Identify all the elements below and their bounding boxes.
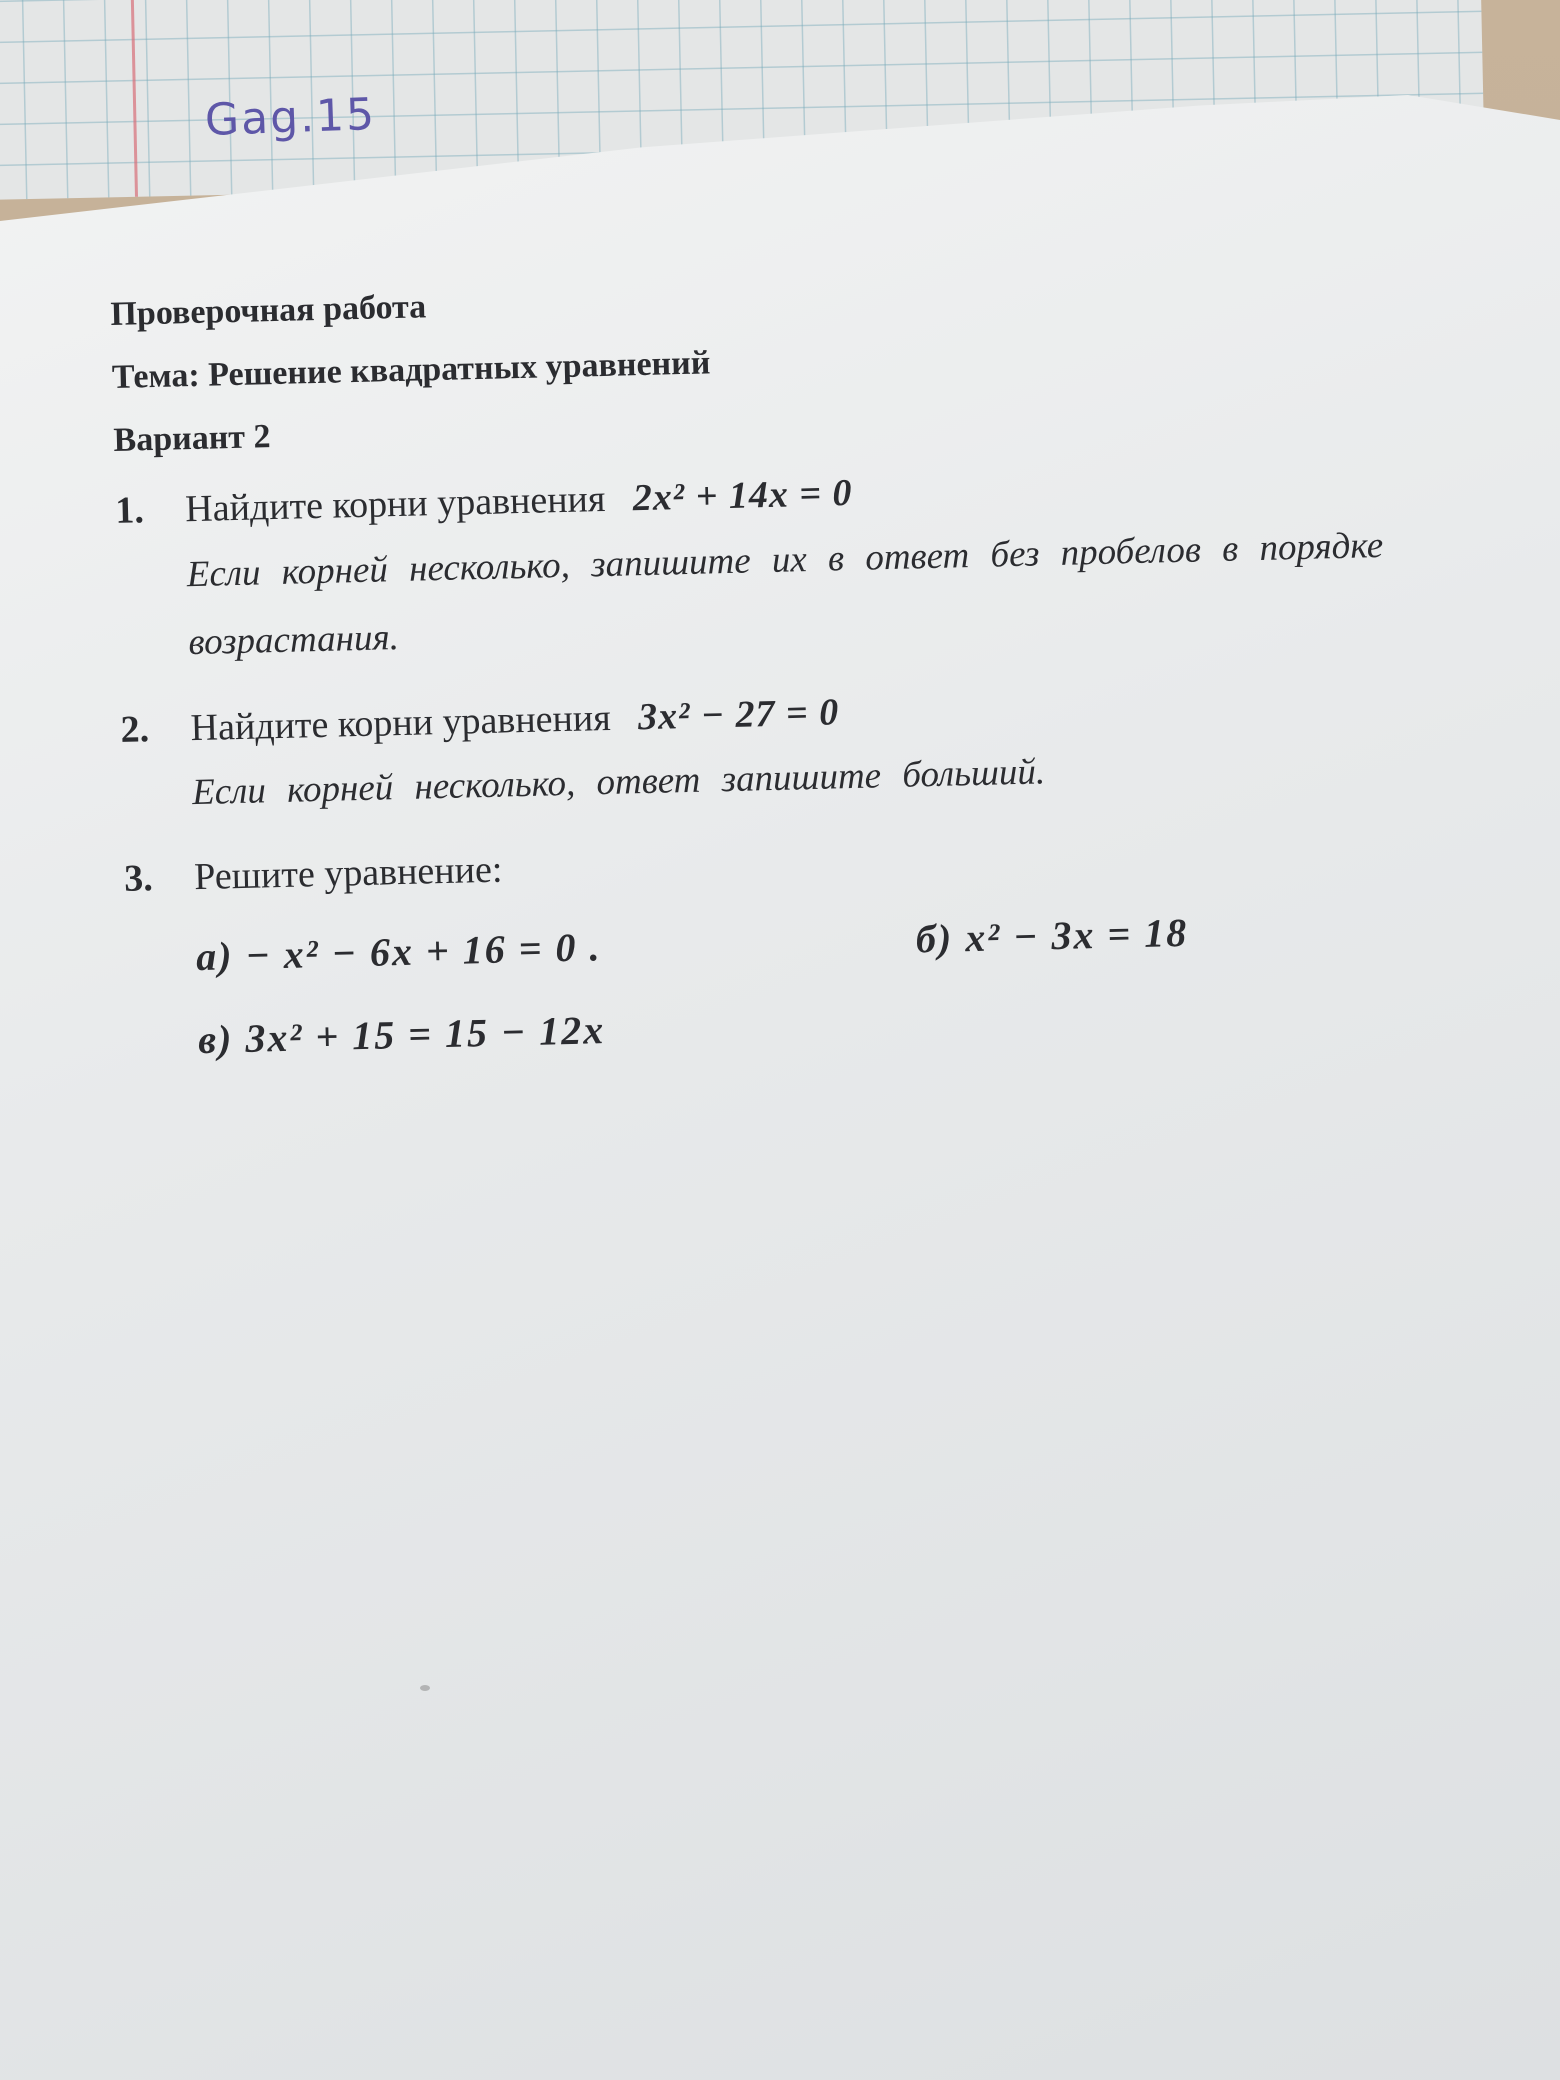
worksheet-content <box>110 261 1508 1064</box>
subtask-equation: 3x² + 15 = 15 − 12x <box>244 1007 606 1061</box>
task-text: Решите уравнение: <box>193 849 503 899</box>
subtask-b <box>915 909 1188 963</box>
subtask-label: б) <box>915 915 954 962</box>
task-equation: 2x² + 14x = 0 <box>632 472 853 520</box>
task-note: Если корней несколько, ответ запишите больший. <box>191 751 1046 814</box>
subtask-equation: x² − 3x = 18 <box>964 909 1189 961</box>
task-number: 1. <box>114 489 145 533</box>
worksheet-title: Проверочная работа <box>110 288 427 333</box>
task-text: Найдите корни уравнения <box>184 478 606 531</box>
subtask-a <box>196 915 917 980</box>
worksheet-variant: Вариант 2 <box>113 417 271 459</box>
subtask-row <box>126 901 1507 982</box>
task-3 <box>124 822 1505 905</box>
subtask-label: а) <box>195 933 235 979</box>
task-number: 2. <box>120 707 150 751</box>
notebook-margin-line <box>131 0 138 197</box>
task-2 <box>120 672 1503 830</box>
task-number: 3. <box>123 857 154 901</box>
paper-speck <box>420 1685 430 1691</box>
subtask-equation: − x² − 6x + 16 = 0 . <box>244 924 603 978</box>
handwritten-note: Gag.15 <box>204 89 377 146</box>
subtask-label: в) <box>197 1016 234 1062</box>
worksheet-topic: Тема: Решение квадратных уравнений <box>111 344 711 396</box>
task-note: Если корней несколько, запишите их в ответ без пробелов в порядке возрастания. <box>186 524 1384 664</box>
task-equation: 3x² − 27 = 0 <box>637 690 840 738</box>
task-1 <box>115 454 1499 680</box>
task-text: Найдите корни уравнения <box>190 696 612 749</box>
